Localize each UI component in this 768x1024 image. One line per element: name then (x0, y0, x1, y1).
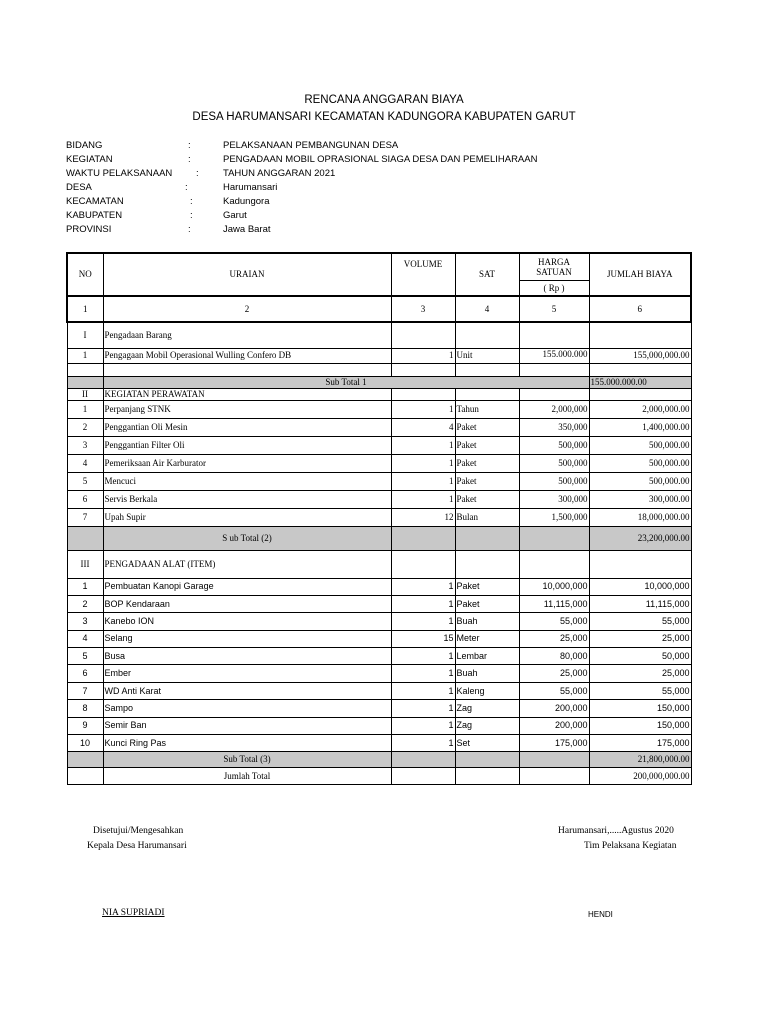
table-row (67, 648, 691, 665)
row-harga: 500,000 (519, 472, 589, 490)
title-line-2: DESA HARUMANSARI KECAMATAN KADUNGORA KABUPATEN GARUT (192, 111, 576, 123)
table-header-row (67, 253, 691, 296)
subtotal-row (67, 526, 691, 550)
village-head-title: Kepala Desa Harumansari (87, 841, 187, 851)
row-jumlah: 55,000 (589, 613, 691, 630)
table-row (67, 665, 691, 682)
row-no: 10 (67, 735, 103, 752)
row-harga: 2,000,000 (519, 400, 589, 418)
info-value: Harumansari (223, 182, 278, 193)
approval-label: Disetujui/Mengesahkan (93, 826, 184, 836)
info-label: KABUPATEN (66, 210, 123, 221)
row-sat: Unit (455, 348, 519, 363)
row-volume: 1 (391, 665, 455, 682)
row-volume: 1 (391, 648, 455, 665)
row-sat: Paket (455, 454, 519, 472)
row-sat: Zag (455, 700, 519, 717)
section-row (67, 322, 691, 348)
row-sat: Set (455, 735, 519, 752)
info-label: KECAMATAN (66, 196, 124, 207)
row-harga: 11,115,000 (519, 595, 589, 612)
row-no: 8 (67, 700, 103, 717)
row-no: 2 (67, 418, 103, 436)
row-uraian: Selang (103, 630, 391, 647)
row-volume: 1 (391, 578, 455, 595)
subtotal-row (67, 752, 691, 768)
table-row (67, 717, 691, 734)
table-row (67, 418, 691, 436)
row-sat: Buah (455, 613, 519, 630)
row-uraian: Mencuci (103, 472, 391, 490)
row-no: 3 (67, 436, 103, 454)
total-label: Jumlah Total (103, 768, 391, 785)
row-uraian: Pembuatan Kanopi Garage (103, 578, 391, 595)
header-rp: ( Rp ) (520, 280, 589, 295)
section-row (67, 550, 691, 578)
row-jumlah: 155,000,000.00 (589, 348, 691, 363)
row-uraian: Upah Supir (103, 508, 391, 526)
row-jumlah: 25,000 (589, 665, 691, 682)
row-uraian: BOP Kendaraan (103, 595, 391, 612)
row-harga: 10,000,000 (519, 578, 589, 595)
header-volume: VOLUME (391, 253, 455, 296)
row-no: 3 (67, 613, 103, 630)
col-number: 5 (519, 296, 589, 322)
row-uraian: Penggantian Oli Mesin (103, 418, 391, 436)
row-uraian: Kunci Ring Pas (103, 735, 391, 752)
row-harga: 80,000 (519, 648, 589, 665)
table-row (67, 400, 691, 418)
row-jumlah: 25,000 (589, 630, 691, 647)
row-sat: Buah (455, 665, 519, 682)
executor-team-title: Tim Pelaksana Kegiatan (584, 841, 677, 851)
row-no: 4 (67, 630, 103, 647)
row-volume: 1 (391, 348, 455, 363)
info-value: Kadungora (223, 196, 270, 207)
row-sat: Paket (455, 578, 519, 595)
row-volume: 1 (391, 700, 455, 717)
section-title: Pengadaan Barang (103, 322, 391, 348)
subtotal-row (67, 376, 691, 388)
row-harga: 200,000 (519, 700, 589, 717)
col-number: 6 (589, 296, 691, 322)
info-label: KEGIATAN (66, 154, 113, 165)
row-jumlah: 11,115,000 (589, 595, 691, 612)
header-jumlah: JUMLAH BIAYA (589, 253, 691, 296)
row-jumlah: 50,000 (589, 648, 691, 665)
info-label: BIDANG (66, 140, 103, 151)
total-row (67, 768, 691, 785)
row-uraian: Servis Berkala (103, 490, 391, 508)
row-sat: Paket (455, 418, 519, 436)
row-uraian: Busa (103, 648, 391, 665)
info-label: PROVINSI (66, 224, 112, 235)
row-no: 7 (67, 682, 103, 699)
row-uraian: Perpanjang STNK (103, 400, 391, 418)
row-volume: 1 (391, 613, 455, 630)
subtotal-value: 155.000.000.00 (589, 376, 691, 388)
table-row (67, 578, 691, 595)
row-volume: 1 (391, 454, 455, 472)
column-number-row (67, 296, 691, 322)
row-jumlah: 500,000.00 (589, 436, 691, 454)
row-harga: 25,000 (519, 665, 589, 682)
row-sat: Meter (455, 630, 519, 647)
row-jumlah: 2,000,000.00 (589, 400, 691, 418)
table-row (67, 348, 691, 363)
info-value: TAHUN ANGGARAN 2021 (223, 168, 336, 179)
section-title: KEGIATAN PERAWATAN (103, 388, 391, 400)
header-no: NO (67, 253, 103, 296)
table-row (67, 454, 691, 472)
table-row (67, 508, 691, 526)
section-no: II (67, 388, 103, 400)
row-jumlah: 55,000 (589, 682, 691, 699)
row-harga: 55,000 (519, 613, 589, 630)
row-sat: Zag (455, 717, 519, 734)
spacer-row (67, 363, 691, 376)
col-number: 2 (103, 296, 391, 322)
col-number: 1 (67, 296, 103, 322)
subtotal-value: 23,200,000.00 (589, 526, 691, 550)
place-date: Harumansari,.....Agustus 2020 (558, 826, 674, 836)
info-sep: : (185, 182, 188, 193)
row-uraian: Penggantian Filter Oli (103, 436, 391, 454)
info-sep: : (190, 210, 193, 221)
row-volume: 4 (391, 418, 455, 436)
row-harga: 300,000 (519, 490, 589, 508)
info-sep: : (196, 168, 199, 179)
row-uraian: Pemeriksaan Air Karburator (103, 454, 391, 472)
row-harga: 500,000 (519, 436, 589, 454)
row-volume: 1 (391, 682, 455, 699)
info-sep: : (188, 140, 191, 151)
row-sat: Tahun (455, 400, 519, 418)
row-harga: 200,000 (519, 717, 589, 734)
subtotal-label: Sub Total (3) (103, 752, 391, 768)
table-row (67, 735, 691, 752)
row-no: 6 (67, 665, 103, 682)
row-jumlah: 500,000.00 (589, 454, 691, 472)
row-volume: 1 (391, 717, 455, 734)
row-no: 9 (67, 717, 103, 734)
subtotal-value: 21,800,000.00 (589, 752, 691, 768)
row-volume: 1 (391, 595, 455, 612)
row-volume: 15 (391, 630, 455, 647)
row-jumlah: 10,000,000 (589, 578, 691, 595)
row-jumlah: 500,000.00 (589, 472, 691, 490)
info-value: Jawa Barat (223, 224, 271, 235)
row-sat: Paket (455, 490, 519, 508)
table-row (67, 700, 691, 717)
row-uraian: WD Anti Karat (103, 682, 391, 699)
row-uraian: Semir Ban (103, 717, 391, 734)
row-jumlah: 150,000 (589, 700, 691, 717)
row-volume: 1 (391, 735, 455, 752)
col-number: 3 (391, 296, 455, 322)
row-no: 1 (67, 400, 103, 418)
row-no: 1 (67, 578, 103, 595)
table-row (67, 630, 691, 647)
subtotal-label: S ub Total (2) (103, 526, 391, 550)
header-uraian: URAIAN (103, 253, 391, 296)
budget-table (66, 252, 692, 785)
row-harga: 175,000 (519, 735, 589, 752)
row-no: 4 (67, 454, 103, 472)
row-jumlah: 150,000 (589, 717, 691, 734)
row-harga: 55,000 (519, 682, 589, 699)
row-harga: 25,000 (519, 630, 589, 647)
row-jumlah: 300,000.00 (589, 490, 691, 508)
info-sep: : (190, 196, 193, 207)
header-sat: SAT (455, 253, 519, 296)
row-uraian: Ember (103, 665, 391, 682)
section-row (67, 388, 691, 400)
row-jumlah: 18,000,000.00 (589, 508, 691, 526)
row-jumlah: 1,400,000.00 (589, 418, 691, 436)
row-volume: 1 (391, 472, 455, 490)
info-value: PELAKSANAAN PEMBANGUNAN DESA (223, 140, 399, 151)
row-volume: 1 (391, 400, 455, 418)
executor-name: HENDI (588, 910, 613, 919)
row-uraian: Pengagaan Mobil Operasional Wulling Confero DB (103, 348, 391, 363)
subtotal-label: Sub Total 1 (103, 376, 589, 388)
row-jumlah: 175,000 (589, 735, 691, 752)
row-no: 1 (67, 348, 103, 363)
info-value: PENGADAAN MOBIL OPRASIONAL SIAGA DESA DAN PEMELIHARAAN (223, 154, 538, 165)
row-sat: Paket (455, 595, 519, 612)
table-row (67, 595, 691, 612)
row-no: 6 (67, 490, 103, 508)
section-no: III (67, 550, 103, 578)
table-row (67, 472, 691, 490)
row-volume: 1 (391, 436, 455, 454)
row-sat: Kaleng (455, 682, 519, 699)
row-sat: Bulan (455, 508, 519, 526)
row-no: 5 (67, 472, 103, 490)
table-row (67, 436, 691, 454)
row-harga: 155.000.000 (519, 348, 589, 363)
header-harga: HARGA SATUAN (536, 257, 572, 277)
row-sat: Lembar (455, 648, 519, 665)
row-volume: 1 (391, 490, 455, 508)
header-harga-cell (519, 253, 589, 296)
section-title: PENGADAAN ALAT (ITEM) (103, 550, 391, 578)
table-row (67, 490, 691, 508)
row-volume: 12 (391, 508, 455, 526)
table-row (67, 613, 691, 630)
row-harga: 350,000 (519, 418, 589, 436)
table-row (67, 682, 691, 699)
info-value: Garut (223, 210, 247, 221)
row-harga: 1,500,000 (519, 508, 589, 526)
info-label: DESA (66, 182, 92, 193)
section-no: I (67, 322, 103, 348)
row-no: 2 (67, 595, 103, 612)
total-value: 200,000,000.00 (589, 768, 691, 785)
col-number: 4 (455, 296, 519, 322)
title-line-1: RENCANA ANGGARAN BIAYA (304, 94, 464, 106)
row-no: 7 (67, 508, 103, 526)
row-sat: Paket (455, 472, 519, 490)
info-sep: : (188, 154, 191, 165)
info-label: WAKTU PELAKSANAAN (66, 168, 173, 179)
info-sep: : (188, 224, 191, 235)
row-uraian: Kanebo ION (103, 613, 391, 630)
row-uraian: Sampo (103, 700, 391, 717)
village-head-name: NIA SUPRIADI (102, 908, 165, 918)
row-no: 5 (67, 648, 103, 665)
row-harga: 500,000 (519, 454, 589, 472)
row-sat: Paket (455, 436, 519, 454)
